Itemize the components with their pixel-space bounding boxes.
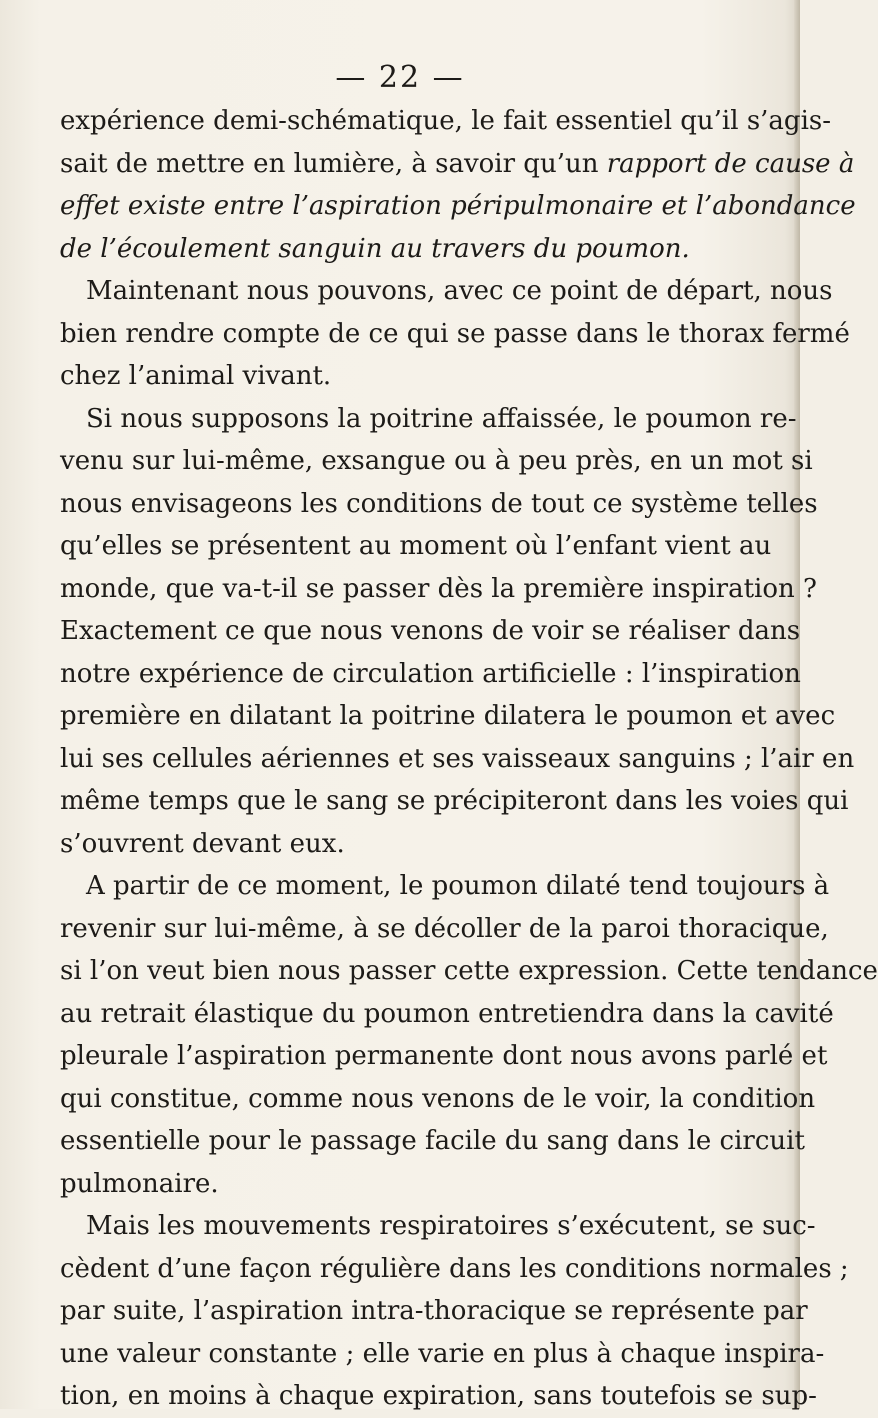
- text-line: [60, 780, 849, 823]
- text-line: [60, 270, 833, 313]
- text-line-content: nous envisageons les conditions de tout ce système telles: [60, 488, 818, 519]
- text-line-content: Exactement ce que nous venons de voir se réaliser dans: [60, 616, 801, 646]
- text-line: [60, 143, 855, 186]
- text-line: [60, 185, 856, 228]
- text-line-content: essentielle pour le passage facile du sang dans le circuit: [60, 1126, 805, 1156]
- body-text: [60, 100, 878, 1418]
- text-line: [60, 1120, 805, 1163]
- text-line-content: venu sur lui-même, exsangue ou à peu près, en un mot si: [60, 446, 813, 476]
- text-line-content: si l’on veut bien nous passer cette expression. Cette tendance: [60, 956, 878, 986]
- text-line-content: A partir de ce moment, le poumon dilaté tend toujours à: [86, 871, 830, 901]
- text-line-content: effet existe entre l’aspiration péripulmonaire et l’abondance: [60, 191, 856, 221]
- text-line-content: par suite, l’aspiration intra-thoracique se représente par: [60, 1296, 808, 1326]
- text-line: [60, 950, 878, 993]
- text-line-content: monde, que va-t-il se passer dès la première inspiration ?: [60, 573, 817, 604]
- text-line: [60, 865, 830, 908]
- text-line: [60, 525, 770, 568]
- text-line: [60, 1035, 828, 1078]
- text-line-content: Mais les mouvements respiratoires s’exécutent, se suc-: [86, 1211, 816, 1241]
- text-line: [60, 993, 834, 1036]
- text-line-content: qui constitue, comme nous venons de le voir, la condition: [60, 1083, 816, 1114]
- text-line: [60, 653, 801, 696]
- text-line: [60, 610, 801, 653]
- text-line-content: sait de mettre en lumière, à savoir qu’un: [60, 148, 607, 179]
- text-line-content: Maintenant nous pouvons, avec ce point de départ, nous: [86, 276, 833, 306]
- text-line-content: même temps que le sang se précipiteront dans les voies qui: [60, 786, 849, 816]
- text-line: [60, 738, 855, 781]
- text-line: [60, 908, 829, 951]
- text-line-content: qu’elles se présentent au moment où l’enfant vient au: [60, 531, 772, 561]
- text-line-content: au retrait élastique du poumon entretiendra dans la cavité: [60, 998, 834, 1029]
- text-line: [60, 568, 817, 611]
- text-line-content: lui ses cellules aériennes et ses vaisseaux sanguins ; l’air en: [60, 743, 855, 774]
- text-line-content: Si nous supposons la poitrine affaissée, le poumon re-: [86, 403, 797, 434]
- text-line: [60, 1163, 770, 1206]
- text-line: [60, 1248, 849, 1291]
- text-line: [60, 313, 850, 356]
- text-line: [60, 1078, 816, 1121]
- text-line: [60, 823, 770, 866]
- text-line: [60, 695, 836, 738]
- text-line-content: s’ouvrent devant eux.: [60, 828, 345, 859]
- text-line-content: revenir sur lui-même, à se décoller de la paroi thoracique,: [60, 913, 829, 944]
- text-line: [60, 1205, 816, 1248]
- text-line-content: bien rendre compte de ce qui se passe dans le thorax fermé: [60, 318, 850, 349]
- text-line: [60, 228, 770, 271]
- text-line-italic: rapport de cause à: [606, 148, 855, 179]
- text-line: [60, 355, 770, 398]
- text-line: [60, 398, 797, 441]
- text-line-content: une valeur constante ; elle varie en plus à chaque inspira-: [60, 1338, 825, 1369]
- text-line: [60, 1290, 808, 1333]
- text-line-content: tion, en moins à chaque expiration, sans toutefois se sup-: [60, 1381, 817, 1411]
- text-line: [60, 100, 832, 143]
- text-line: [60, 1333, 825, 1376]
- text-line: [60, 440, 813, 483]
- text-line-content: pulmonaire.: [60, 1168, 219, 1199]
- text-line-content: chez l’animal vivant.: [60, 361, 332, 391]
- text-line-content: pleurale l’aspiration permanente dont nous avons parlé et: [60, 1041, 828, 1071]
- text-line-content: de l’écoulement sanguin au travers du poumon.: [60, 233, 690, 264]
- text-line: [60, 483, 818, 526]
- text-line-content: notre expérience de circulation artificielle : l’inspiration: [60, 658, 801, 689]
- text-line-content: première en dilatant la poitrine dilatera le poumon et avec: [60, 701, 836, 731]
- page-number: — 22 —: [335, 60, 465, 95]
- text-line-content: expérience demi-schématique, le fait essentiel qu’il s’agis-: [60, 106, 832, 136]
- text-line-content: cèdent d’une façon régulière dans les conditions normales ;: [60, 1253, 849, 1284]
- text-line: [60, 1375, 817, 1418]
